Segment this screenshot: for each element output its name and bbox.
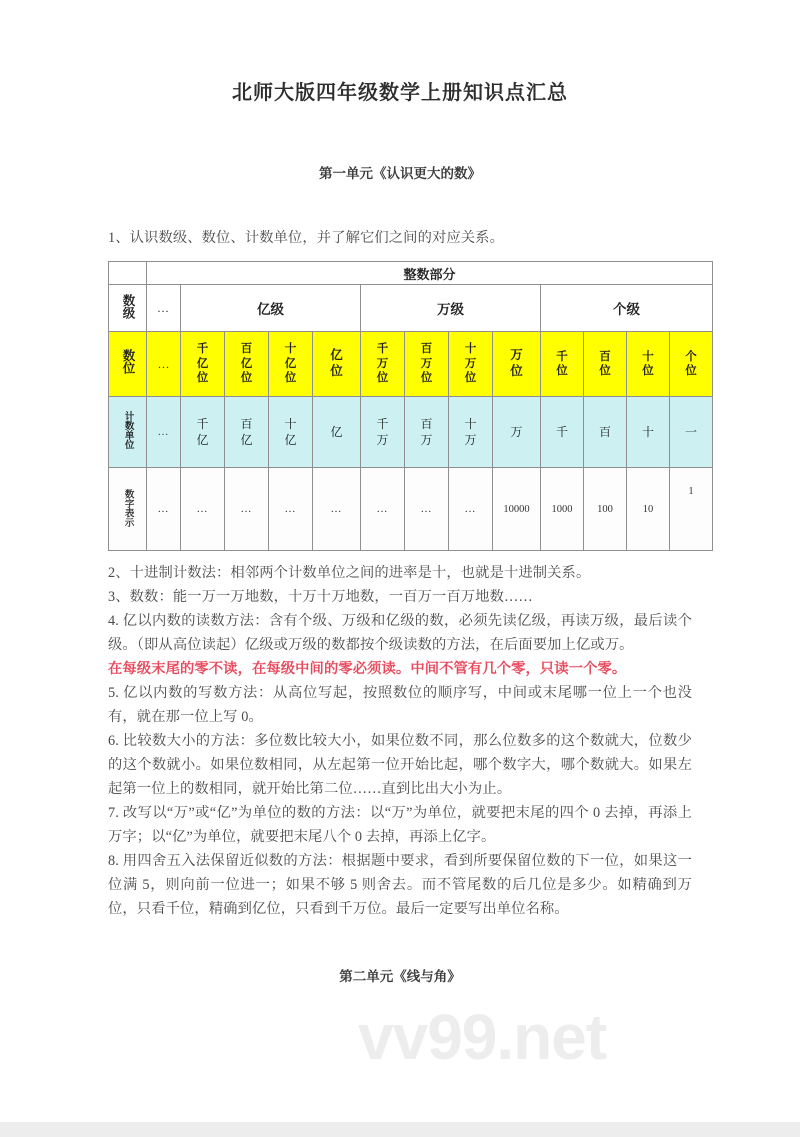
level-yi: 亿级 — [181, 285, 361, 332]
knowledge-item-2: 2、十进制计数法：相邻两个计数单位之间的进率是十，也就是十进制关系。 — [108, 565, 591, 582]
level-wan: 万级 — [361, 285, 541, 332]
numeric-cell-100: 100 — [584, 468, 627, 551]
digit-cell-baiwan: 百 万 位 — [405, 332, 449, 397]
numeric-cell-10000: 10000 — [493, 468, 541, 551]
row-label-level: 数级 — [109, 285, 147, 332]
digit-cell-wan: 万 位 — [493, 332, 541, 397]
table-header-row — [109, 262, 713, 285]
unit-cell-yi: 亿 — [313, 397, 361, 468]
knowledge-item-4: 4. 亿以内数的读数方法：含有个级、万级和亿级的数，必须先读亿级，再读万级，最后读个级。（即从高位读起）亿级或万级的数都按个级读数的方法，在后面要加上亿或万。 — [108, 613, 692, 654]
digit-cell-yi: 亿 位 — [313, 332, 361, 397]
unit-cell-baiyi: 百 亿 — [225, 397, 269, 468]
document-content — [108, 0, 697, 985]
unit-cell-shi: 十 — [627, 397, 670, 468]
numeric-cell-1: 1 — [670, 468, 713, 551]
digit-cell-bai: 百 位 — [584, 332, 627, 397]
unit-1-heading: 第一单元《认识更大的数》 — [319, 166, 481, 181]
unit-cell-qianyi: 千 亿 — [181, 397, 225, 468]
unit-2-heading: 第二单元《线与角》 — [339, 969, 461, 985]
table-row-counting-unit — [109, 397, 713, 468]
table-row-level — [109, 285, 713, 332]
knowledge-item-6: 6. 比较数大小的方法：多位数比较大小，如果位数不同，那么位数多的这个数就大，位数少的这个数就小。如果位数相同，从左起第一位开始比起，哪个数字大，哪个数就大。如果左起第一位上的数相同，就开始比第二位……直到比出大小为止。 — [108, 733, 692, 798]
numeric-cell-0: … — [147, 468, 181, 551]
digit-cell-qian: 千 位 — [541, 332, 584, 397]
unit-ellipsis: … — [147, 397, 181, 468]
unit-cell-wan: 万 — [493, 397, 541, 468]
page-bottom-band — [0, 1122, 800, 1137]
table-row-numeric — [109, 468, 713, 551]
knowledge-item-1: 1、认识数级、数位、计数单位，并了解它们之间的对应关系。 — [108, 230, 504, 246]
page-title: 北师大版四年级数学上册知识点汇总 — [232, 82, 568, 104]
digit-cell-shi: 十 位 — [627, 332, 670, 397]
numeric-cell-4: … — [313, 468, 361, 551]
knowledge-item-4-red-note: 在每级末尾的零不读，在每级中间的零必须读。中间不管有几个零，只读一个零。 — [108, 661, 627, 678]
numeric-cell-1: … — [181, 468, 225, 551]
unit-cell-baiwan: 百 万 — [405, 397, 449, 468]
numeric-cell-2: … — [225, 468, 269, 551]
knowledge-item-8: 8. 用四舍五入法保留近似数的方法：根据题中要求，看到所要保留位数的下一位，如果这一位满 5，则向前一位进一；如果不够 5 则舍去。而不管尾数的后几位是多少。如精确到万位，只看千位，精确到亿位，只看到千万位。最后一定要写出单位名称。 — [108, 853, 692, 918]
digit-cell-ge: 个 位 — [670, 332, 713, 397]
digit-ellipsis: … — [147, 332, 181, 397]
knowledge-item-5: 5. 亿以内数的写数方法：从高位写起，按照数位的顺序写，中间或末尾哪一位上一个也没有，就在那一位上写 0。 — [108, 685, 692, 726]
numeric-cell-3: … — [269, 468, 313, 551]
digit-cell-shiwan: 十 万 位 — [449, 332, 493, 397]
unit-cell-bai: 百 — [584, 397, 627, 468]
unit-cell-yi-one: 一 — [670, 397, 713, 468]
digit-cell-baiyi: 百 亿 位 — [225, 332, 269, 397]
unit-cell-shiwan: 十 万 — [449, 397, 493, 468]
numeric-cell-1000: 1000 — [541, 468, 584, 551]
table-row-digit-place — [109, 332, 713, 397]
row-label-unit: 计数单位 — [109, 397, 147, 468]
numeric-cell-7: … — [449, 468, 493, 551]
digit-cell-qianwan: 千 万 位 — [361, 332, 405, 397]
knowledge-item-3: 3、数数：能一万一万地数，十万十万地数，一百万一百万地数…… — [108, 589, 533, 606]
unit-cell-qianwan: 千 万 — [361, 397, 405, 468]
row-label-numeric: 数字表示 — [109, 468, 147, 551]
unit-cell-qian: 千 — [541, 397, 584, 468]
knowledge-item-7: 7. 改写以“万”或“亿”为单位的数的方法：以“万”为单位，就要把末尾的四个 0 去掉，再添上万字；以“亿”为单位，就要把末尾八个 0 去掉，再添上亿字。 — [108, 805, 692, 846]
unit-cell-shiyi: 十 亿 — [269, 397, 313, 468]
integer-part-header: 整数部分 — [147, 262, 713, 285]
row-label-digit: 数位 — [109, 332, 147, 397]
digit-cell-shiyi: 十 亿 位 — [269, 332, 313, 397]
digit-cell-qianyi: 千 亿 位 — [181, 332, 225, 397]
numeric-cell-5: … — [361, 468, 405, 551]
level-ge: 个级 — [541, 285, 713, 332]
level-ellipsis: … — [147, 285, 181, 332]
numeric-cell-10: 10 — [627, 468, 670, 551]
table-corner-cell — [109, 262, 147, 285]
numeric-cell-6: … — [405, 468, 449, 551]
site-watermark: vv99.net — [358, 1001, 607, 1073]
number-places-table — [108, 261, 713, 551]
